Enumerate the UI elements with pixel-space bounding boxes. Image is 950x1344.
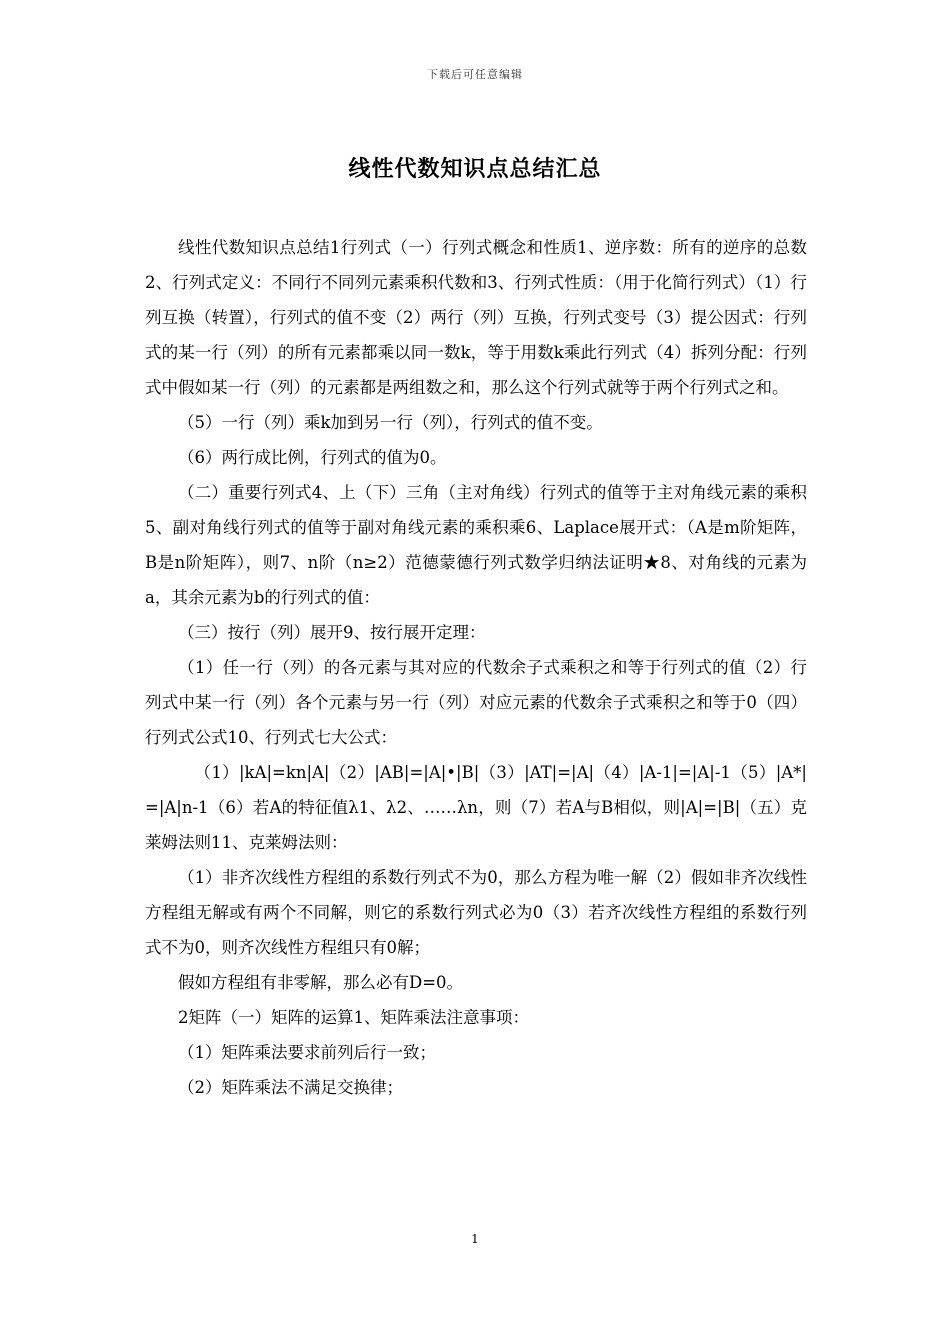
paragraph-matrix-rule-1: （1）矩阵乘法要求前列后行一致； xyxy=(178,1043,436,1062)
document-body xyxy=(145,230,807,1105)
paragraph-important-determinants: （二）重要行列式4、上（下）三角（主对角线）行列式的值等于主对角线元素的乘积5、副对角线行列式的值等于副对角线元素的乘积乘6、Laplace展开式：（A是m阶矩阵，B是n阶矩阵），则7、n阶（n≥2）范德蒙德行列式数学归纳法证明★8、对角线的元素为a，其余元素为b的行列式的值： xyxy=(145,483,807,607)
paragraph-matrix-heading: 2矩阵（一）矩阵的运算1、矩阵乘法注意事项： xyxy=(178,1008,529,1027)
paragraph-nonzero-solution: 假如方程组有非零解，那么必有D=0。 xyxy=(178,973,464,992)
paragraph-matrix-rule-2: （2）矩阵乘法不满足交换律； xyxy=(178,1078,403,1097)
paragraph-expansion-theorem: （1）任一行（列）的各元素与其对应的代数余子式乘积之和等于行列式的值（2）行列式中某一行（列）各个元素与另一行（列）对应元素的代数余子式乘积之和等于0（四）行列式公式10、行列式七大公式： xyxy=(145,658,807,747)
paragraph-determinant-formulas: （1）|kA|=kn|A|（2）|AB|=|A|•|B|（3）|AT|=|A|（4）|A-1|=|A|-1（5）|A*|=|A|n-1（6）若A的特征值λ1、λ2、……λn，则（7）若A与B相似，则|A|=|B|（五）克莱姆法则11、克莱姆法则： xyxy=(145,763,807,852)
paragraph-expansion-heading: （三）按行（列）展开9、按行展开定理： xyxy=(178,623,486,642)
page-header: 下载后可任意编辑 xyxy=(427,68,523,81)
paragraph-property-5: （5）一行（列）乘k加到另一行（列），行列式的值不变。 xyxy=(178,413,603,432)
paragraph-cramer-rule: （1）非齐次线性方程组的系数行列式不为0，那么方程为唯一解（2）假如非齐次线性方程组无解或有两个不同解，则它的系数行列式必为0（3）若齐次线性方程组的系数行列式不为0，则齐次线性方程组只有0解； xyxy=(145,868,807,957)
paragraph-determinant-intro: 线性代数知识点总结1行列式（一）行列式概念和性质1、逆序数：所有的逆序的总数2、行列式定义：不同行不同列元素乘积代数和3、行列式性质：（用于化简行列式）（1）行列互换（转置），行列式的值不变（2）两行（列）互换，行列式变号（3）提公因式：行列式的某一行（列）的所有元素都乘以同一数k，等于用数k乘此行列式（4）拆列分配：行列式中假如某一行（列）的元素都是两组数之和，那么这个行列式就等于两个行列式之和。 xyxy=(145,238,807,397)
paragraph-property-6: （6）两行成比例，行列式的值为0。 xyxy=(178,448,447,467)
document-title: 线性代数知识点总结汇总 xyxy=(348,156,602,182)
page-number: 1 xyxy=(471,1232,479,1246)
